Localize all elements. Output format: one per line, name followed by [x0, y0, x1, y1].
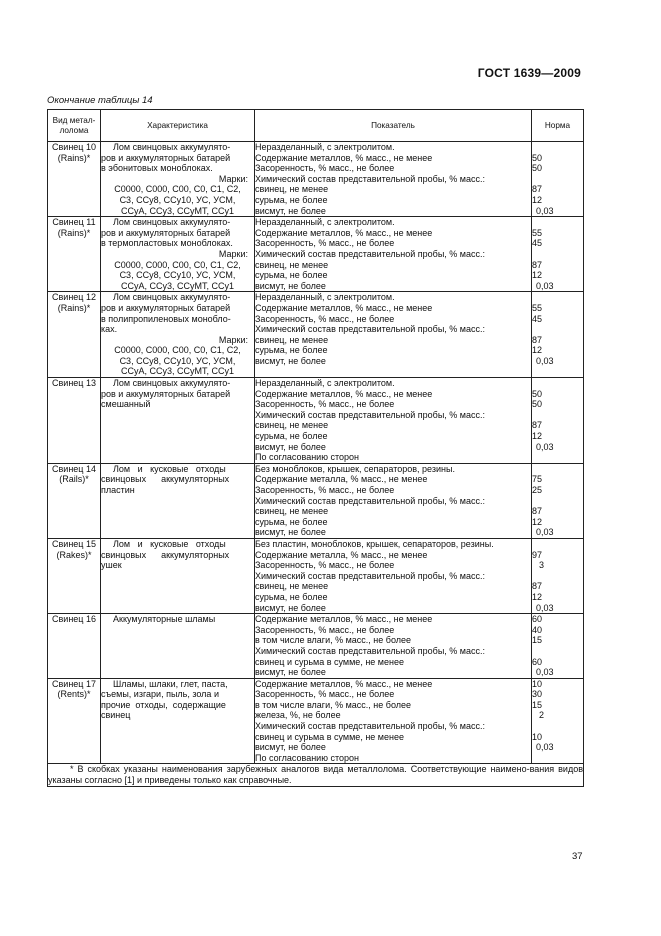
norm-value: 2 — [539, 710, 545, 721]
cell-norm — [532, 614, 584, 679]
indicator-line: свинец и сурьма в сумме, не менее — [255, 656, 404, 667]
cell-characteristic — [101, 292, 255, 378]
cell-norm — [532, 142, 584, 217]
indicator-line: Без моноблоков, крышек, сепараторов, резины. — [255, 463, 455, 474]
norm-value: 55 — [532, 302, 543, 313]
indicator-line: Содержание металла, % масс., не менее — [255, 549, 428, 560]
table-row — [48, 217, 584, 292]
indicator-line: сурьма, не более — [255, 431, 328, 442]
indicator-line: Засоренность, % масс., не более — [255, 238, 395, 249]
indicator-line: Содержание металлов, % масс., не менее — [255, 227, 433, 238]
grade-line: Марки: — [218, 248, 248, 259]
table-row — [48, 292, 584, 378]
indicator-line: По согласованию сторон — [255, 452, 359, 463]
indicator-line: висмут, не более — [255, 667, 326, 678]
indicator-line: Химический состав представительной пробы, % масс.: — [255, 721, 485, 732]
cell-characteristic — [101, 463, 255, 538]
header-indicator: Показатель — [255, 110, 532, 142]
indicator-line: свинец и сурьма в сумме, не менее — [255, 731, 404, 742]
characteristic-line: свинцовых аккумуляторных — [101, 549, 230, 560]
characteristic-line: свинцовых аккумуляторных — [101, 474, 230, 485]
scrap-type-label: Свинец 11 (Rains)* — [52, 217, 96, 238]
cell-scrap-type — [48, 292, 101, 378]
cell-indicator — [255, 614, 532, 679]
norm-value: 12 — [532, 591, 543, 602]
footnote-cell — [48, 764, 584, 787]
footnote-text: * В скобках указаны наименования зарубежных аналогов вида металлолома. Соответствующие наимено-вания видов указаны согласно [1] и приведены только как справочные. — [48, 764, 583, 786]
norm-value — [532, 249, 583, 260]
characteristic-line: ушек — [101, 560, 122, 571]
norm-value — [532, 324, 583, 335]
norm-value: 50 — [532, 152, 543, 163]
table-caption: Окончание таблицы 14 — [47, 95, 153, 106]
grade-line: С0000, С000, С00, С0, С1, С2, — [114, 345, 241, 356]
norm-value — [532, 753, 583, 764]
norm-value — [532, 217, 583, 228]
grade-line: С0000, С000, С00, С0, С1, С2, — [114, 259, 241, 270]
cell-characteristic — [101, 378, 255, 464]
cell-indicator — [255, 142, 532, 217]
cell-scrap-type — [48, 378, 101, 464]
characteristic-line: ров и аккумуляторных батарей — [101, 388, 231, 399]
table-row — [48, 614, 584, 679]
norm-value — [532, 646, 583, 657]
norm-value: 15 — [532, 699, 543, 710]
indicator-line: Засоренность, % масс., не более — [255, 560, 395, 571]
indicator-line: Химический состав представительной пробы, % масс.: — [255, 324, 485, 335]
characteristic-line: ров и аккумуляторных батарей — [101, 302, 231, 313]
norm-value: 45 — [532, 313, 543, 324]
cell-indicator — [255, 292, 532, 378]
indicator-line: Засоренность, % масс., не более — [255, 399, 395, 410]
indicator-line: висмут, не более — [255, 280, 326, 291]
indicator-line: Содержание металлов, % масс., не менее — [255, 152, 433, 163]
document-header: ГОСТ 1639—2009 — [477, 66, 581, 80]
indicator-line: Химический состав представительной пробы, % масс.: — [255, 248, 485, 259]
indicator-line: Засоренность, % масс., не более — [255, 313, 395, 324]
norm-value: 30 — [532, 689, 543, 700]
table-row — [48, 538, 584, 613]
norm-value: 10 — [532, 678, 543, 689]
grade-line: ССуА, ССу3, ССуМТ, ССу1 — [120, 280, 234, 291]
indicator-line: свинец, не менее — [255, 334, 329, 345]
characteristic-line: свинец — [101, 710, 131, 721]
cell-indicator — [255, 538, 532, 613]
indicator-line: в том числе влаги, % масс., не более — [255, 635, 412, 646]
norm-value: 12 — [532, 270, 543, 281]
indicator-line: в том числе влаги, % масс., не более — [255, 699, 412, 710]
scrap-type-label: Свинец 15 (Rakes)* — [52, 538, 96, 560]
cell-characteristic — [101, 678, 255, 764]
indicator-line: висмут, не более — [255, 602, 326, 613]
norm-value: 0,03 — [536, 280, 554, 291]
scrap-type-label: Свинец 12 (Rains)* — [52, 292, 96, 313]
characteristic-line: в термопластовых моноблоках. — [101, 238, 233, 249]
norm-value: 0,03 — [536, 742, 554, 753]
characteristic-line: Лом свинцовых аккумулято- — [113, 378, 231, 389]
norm-value: 87 — [532, 334, 543, 345]
indicator-line: Химический состав представительной пробы, % масс.: — [255, 173, 485, 184]
characteristic-line: ров и аккумуляторных батарей — [101, 227, 231, 238]
norm-value: 12 — [532, 194, 543, 205]
norm-value — [532, 721, 583, 732]
cell-norm — [532, 463, 584, 538]
norm-value — [532, 410, 583, 421]
header-characteristic: Характеристика — [101, 110, 255, 142]
norm-value: 45 — [532, 238, 543, 249]
norm-value: 87 — [532, 420, 543, 431]
norm-value — [532, 539, 583, 550]
norm-value: 55 — [532, 227, 543, 238]
indicator-line: Химический состав представительной пробы, % масс.: — [255, 570, 485, 581]
norm-value: 15 — [532, 635, 543, 646]
grade-line: С0000, С000, С00, С0, С1, С2, — [114, 184, 241, 195]
norm-value — [532, 571, 583, 582]
norm-value: 3 — [539, 560, 545, 571]
indicator-line: Химический состав представительной пробы, % масс.: — [255, 645, 485, 656]
indicator-line: висмут, не более — [255, 441, 326, 452]
norm-value: 50 — [532, 399, 543, 410]
norm-value: 40 — [532, 624, 543, 635]
cell-indicator — [255, 463, 532, 538]
indicator-line: сурьма, не более — [255, 270, 328, 281]
norm-value: 0,03 — [536, 667, 554, 678]
table-row — [48, 142, 584, 217]
characteristic-line: прочие отходы, содержащие — [101, 699, 226, 710]
norm-value: 0,03 — [536, 441, 554, 452]
norm-value — [532, 496, 583, 507]
indicator-line: Содержание металлов, % масс., не менее — [255, 614, 433, 625]
cell-scrap-type — [48, 463, 101, 538]
indicator-line: железа, %, не более — [255, 710, 341, 721]
norm-value — [532, 142, 583, 153]
cell-norm — [532, 378, 584, 464]
norm-value: 0,03 — [536, 527, 554, 538]
characteristic-line: в эбонитовых моноблоках. — [101, 163, 213, 174]
indicator-line: сурьма, не более — [255, 591, 328, 602]
indicator-line: свинец, не менее — [255, 581, 329, 592]
indicator-line: Неразделанный, с электролитом. — [255, 217, 395, 228]
norm-value: 87 — [532, 184, 543, 195]
indicator-line: Засоренность, % масс., не более — [255, 485, 395, 495]
scrap-type-label: Свинец 10 (Rains)* — [52, 142, 96, 163]
indicator-line: Содержание металла, % масс., не менее — [255, 474, 428, 485]
grade-line: С3, ССу8, ССу10, УС, УСМ, — [119, 270, 236, 281]
norm-value: 60 — [532, 614, 543, 625]
norm-value — [532, 464, 583, 475]
indicator-line: Содержание металлов, % масс., не менее — [255, 302, 433, 313]
characteristic-line: Аккумуляторные шламы — [113, 614, 216, 625]
cell-scrap-type — [48, 538, 101, 613]
cell-scrap-type — [48, 614, 101, 679]
norm-value: 0,03 — [536, 205, 554, 216]
norm-value: 75 — [532, 474, 543, 485]
header-type: Вид метал- лолома — [48, 110, 101, 142]
norm-value: 12 — [532, 431, 543, 442]
indicator-line: Неразделанный, с электролитом. — [255, 378, 395, 389]
characteristic-line: в полипропиленовых монобло- — [101, 313, 231, 324]
indicator-line: висмут, не более — [255, 527, 326, 538]
characteristic-line: смешанный — [101, 399, 151, 410]
cell-indicator — [255, 217, 532, 292]
cell-characteristic — [101, 538, 255, 613]
indicator-line: висмут, не более — [255, 742, 326, 753]
indicator-line: Содержание металлов, % масс., не менее — [255, 678, 433, 689]
indicator-line: Химический состав представительной пробы, % масс.: — [255, 495, 485, 506]
cell-scrap-type — [48, 217, 101, 292]
grade-line: ССуА, ССу3, ССуМТ, ССу1 — [120, 366, 234, 377]
grade-line: С3, ССу8, ССу10, УС, УСМ, — [119, 355, 236, 366]
norm-value: 50 — [532, 163, 543, 174]
characteristic-line: пластин — [101, 485, 135, 495]
norm-value: 50 — [532, 388, 543, 399]
characteristic-line: Лом свинцовых аккумулято- — [113, 142, 231, 152]
indicator-line: висмут, не более — [255, 205, 326, 216]
cell-characteristic — [101, 217, 255, 292]
norm-value — [532, 452, 583, 463]
grade-line: Марки: — [218, 173, 248, 184]
characteristic-line: Лом свинцовых аккумулято- — [113, 292, 231, 303]
indicator-line: свинец, не менее — [255, 506, 329, 517]
indicator-line: свинец, не менее — [255, 184, 329, 195]
norm-value: 60 — [532, 656, 543, 667]
indicator-line: Неразделанный, с электролитом. — [255, 142, 395, 152]
indicator-line: Засоренность, % масс., не более — [255, 689, 395, 700]
norm-value: 12 — [532, 516, 543, 527]
characteristic-line: Лом и кусковые отходы — [113, 538, 226, 549]
indicator-line: Химический состав представительной пробы, % масс.: — [255, 409, 485, 420]
indicator-line: сурьма, не более — [255, 345, 328, 356]
scrap-type-label: Свинец 17 (Rents)* — [52, 678, 96, 700]
characteristic-line: ках. — [101, 324, 118, 335]
norm-value: 87 — [532, 581, 543, 592]
table-row — [48, 378, 584, 464]
norm-value: 10 — [532, 731, 543, 742]
indicator-line: Содержание металлов, % масс., не менее — [255, 388, 433, 399]
cell-characteristic — [101, 142, 255, 217]
norm-value: 25 — [532, 485, 543, 495]
table-row — [48, 678, 584, 764]
indicator-line: свинец, не менее — [255, 259, 329, 270]
table-header-row — [48, 110, 584, 142]
scrap-type-label: Свинец 16 — [52, 614, 96, 625]
indicator-line: сурьма, не более — [255, 194, 328, 205]
cell-indicator — [255, 678, 532, 764]
norm-value — [532, 292, 583, 303]
norm-value: 12 — [532, 345, 543, 356]
cell-norm — [532, 538, 584, 613]
cell-scrap-type — [48, 142, 101, 217]
norm-value — [532, 378, 583, 389]
cell-norm — [532, 678, 584, 764]
indicator-line: Без пластин, моноблоков, крышек, сепараторов, резины. — [255, 538, 494, 549]
characteristic-line: Лом свинцовых аккумулято- — [113, 217, 231, 228]
characteristic-line: ров и аккумуляторных батарей — [101, 152, 231, 163]
cell-norm — [532, 292, 584, 378]
indicator-line: По согласованию сторон — [255, 752, 359, 763]
cell-characteristic — [101, 614, 255, 679]
grade-line: Марки: — [218, 334, 248, 345]
norm-value: 97 — [532, 549, 543, 560]
page-number: 37 — [572, 851, 583, 862]
characteristic-line: Шламы, шлаки, глет, паста, — [113, 678, 228, 689]
table-row — [48, 463, 584, 538]
header-norm: Норма — [532, 110, 584, 142]
scrap-types-table — [47, 109, 584, 787]
norm-value: 0,03 — [536, 602, 554, 613]
indicator-line: Засоренность, % масс., не более — [255, 163, 395, 174]
norm-value: 87 — [532, 259, 543, 270]
indicator-line: Засоренность, % масс., не более — [255, 624, 395, 635]
scrap-type-label: Свинец 14 (Rails)* — [52, 463, 96, 485]
norm-value — [532, 174, 583, 185]
footnote-row — [48, 764, 584, 787]
cell-norm — [532, 217, 584, 292]
norm-value: 87 — [532, 506, 543, 517]
indicator-line: сурьма, не более — [255, 516, 328, 527]
cell-indicator — [255, 378, 532, 464]
grade-line: ССуА, ССу3, ССуМТ, ССу1 — [120, 205, 234, 216]
characteristic-line: съемы, изгари, пыль, зола и — [101, 689, 219, 700]
indicator-line: висмут, не более — [255, 355, 326, 366]
scrap-type-label: Свинец 13 — [52, 378, 96, 389]
indicator-line: Неразделанный, с электролитом. — [255, 292, 395, 303]
characteristic-line: Лом и кусковые отходы — [113, 463, 226, 474]
cell-scrap-type — [48, 678, 101, 764]
grade-line: С3, ССу8, ССу10, УС, УСМ, — [119, 194, 236, 205]
indicator-line: свинец, не менее — [255, 420, 329, 431]
norm-value: 0,03 — [536, 355, 554, 366]
